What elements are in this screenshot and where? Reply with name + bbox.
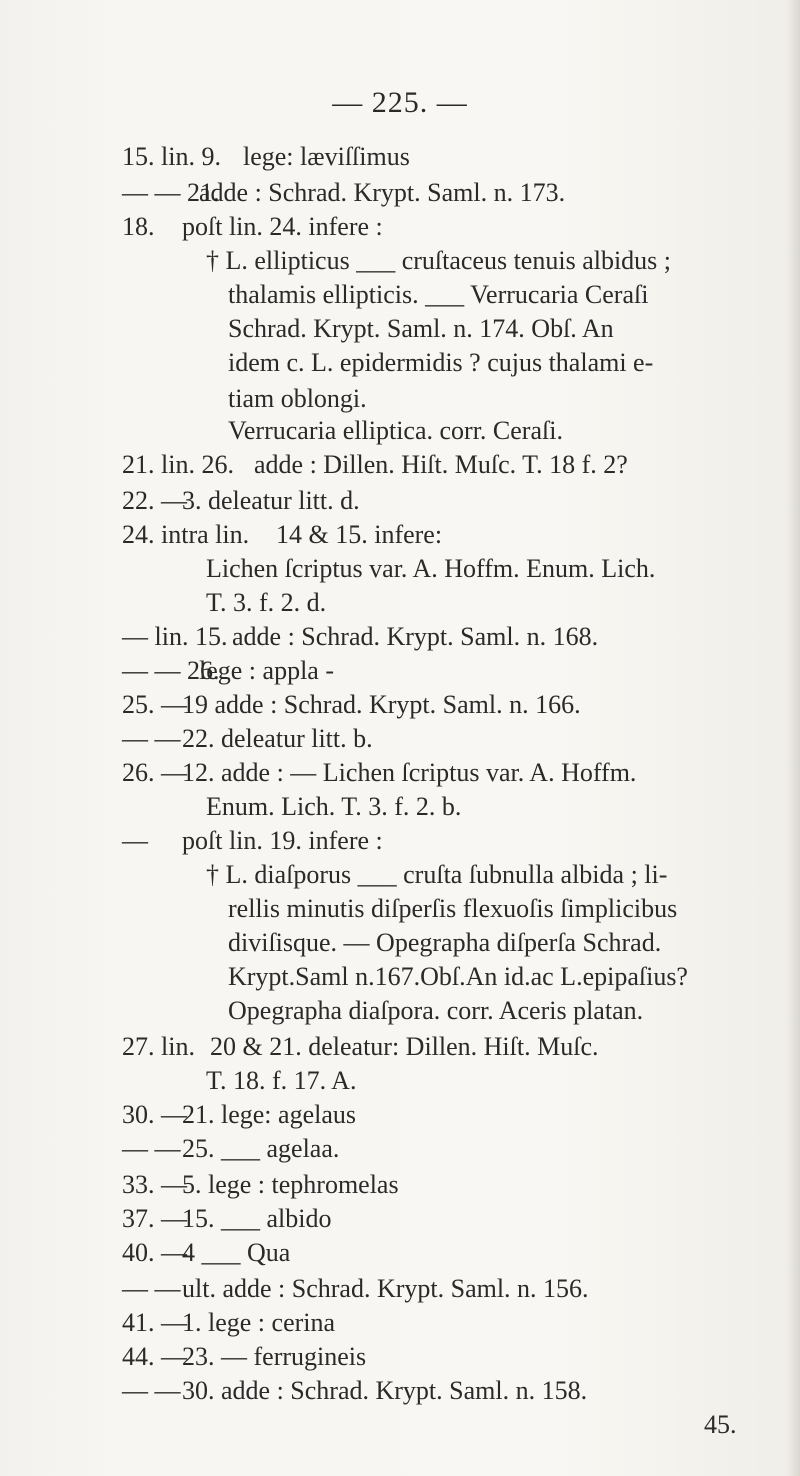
errata-text: 45. (704, 1410, 737, 1439)
errata-text: 12. adde : — Lichen ſcriptus var. A. Hoffm. (182, 758, 637, 787)
errata-reference: — lin. 15. (122, 622, 228, 651)
errata-reference: — — (122, 1376, 181, 1405)
errata-reference: 33. — (122, 1170, 187, 1199)
errata-text: idem c. L. epidermidis ? cujus thalami e- (228, 348, 654, 377)
errata-text: 22. deleatur litt. b. (182, 724, 373, 753)
errata-reference: 30. — (122, 1100, 187, 1129)
errata-text: 20 & 21. deleatur: Dillen. Hiſt. Muſc. (210, 1032, 599, 1061)
errata-text: 21. lege: agelaus (182, 1100, 356, 1129)
page-edge-shadow (786, 0, 800, 1476)
errata-reference: 27. lin. (122, 1032, 195, 1061)
errata-text: rellis minutis diſperſis flexuoſis ſimplicibus (228, 894, 678, 923)
errata-text: Lichen ſcriptus var. A. Hoffm. Enum. Lich. (206, 554, 656, 583)
errata-text: poſt lin. 19. infere : (182, 826, 383, 855)
errata-text: Krypt.Saml n.167.Obſ.An id.ac L.epipaſius? (228, 962, 688, 991)
errata-text: 15. ___ albido (182, 1204, 332, 1233)
errata-text: 5. lege : tephromelas (182, 1170, 399, 1199)
errata-reference: 22. — (122, 486, 187, 515)
errata-text: poſt lin. 24. infere : (182, 212, 383, 241)
errata-reference: — (122, 826, 148, 855)
errata-text: ult. adde : Schrad. Krypt. Saml. n. 156. (182, 1274, 589, 1303)
errata-reference: — — 21. (122, 178, 220, 207)
errata-reference: 15. lin. 9. (122, 142, 221, 171)
errata-text: tiam oblongi. (228, 384, 367, 413)
errata-reference: 25. — (122, 690, 187, 719)
errata-text: 25. ___ agelaa. (182, 1134, 340, 1163)
errata-reference: 40. — (122, 1238, 187, 1267)
errata-text: † L. diaſporus ___ cruſta ſubnulla albida ; li- (206, 860, 668, 889)
errata-text: Schrad. Krypt. Saml. n. 174. Obſ. An (228, 314, 614, 343)
errata-text: lege: læviſſimus (243, 142, 410, 171)
errata-text: T. 18. f. 17. A. (206, 1066, 357, 1095)
errata-text: 3. deleatur litt. d. (182, 486, 360, 515)
errata-text: Enum. Lich. T. 3. f. 2. b. (206, 792, 462, 821)
errata-text: adde : Schrad. Krypt. Saml. n. 173. (199, 178, 566, 207)
errata-text: adde : Schrad. Krypt. Saml. n. 168. (232, 622, 599, 651)
errata-text: 19 adde : Schrad. Krypt. Saml. n. 166. (182, 690, 581, 719)
errata-text: diviſisque. — Opegrapha diſperſa Schrad. (228, 928, 662, 957)
errata-reference: 21. lin. 26. (122, 450, 234, 479)
errata-reference: 44. — (122, 1342, 187, 1371)
page-number: — 225. — (332, 86, 468, 119)
errata-text: 23. — ferruginеis (182, 1342, 367, 1371)
errata-reference: 24. intra lin. (122, 520, 250, 549)
errata-reference: 26. — (122, 758, 187, 787)
errata-text: thalamis ellipticis. ___ Verrucaria Ceraſi (228, 280, 649, 309)
errata-reference: 41. — (122, 1308, 187, 1337)
errata-text: 4 ___ Qua (182, 1238, 291, 1267)
errata-reference: — — (122, 724, 181, 753)
errata-reference: 18. (122, 212, 155, 241)
errata-text: 1. lege : cerina (182, 1308, 336, 1337)
errata-reference: — — (122, 1134, 181, 1163)
errata-text: lege : appla - (199, 656, 334, 685)
errata-text: Opegrapha diaſpora. corr. Aceris platan. (228, 996, 644, 1025)
errata-text: 30. adde : Schrad. Krypt. Saml. n. 158. (182, 1376, 588, 1405)
errata-text: adde : Dillen. Hiſt. Muſc. T. 18 f. 2? (254, 450, 628, 479)
errata-text: Verrucaria elliptica. corr. Ceraſi. (228, 416, 563, 445)
errata-reference: — — 26. (122, 656, 220, 685)
errata-reference: — — (122, 1274, 181, 1303)
errata-text: † L. ellipticus ___ cruſtaceus tenuis albidus ; (206, 246, 672, 275)
errata-text: T. 3. f. 2. d. (206, 588, 327, 617)
errata-text: 14 & 15. infere: (276, 520, 443, 549)
errata-reference: 37. — (122, 1204, 187, 1233)
